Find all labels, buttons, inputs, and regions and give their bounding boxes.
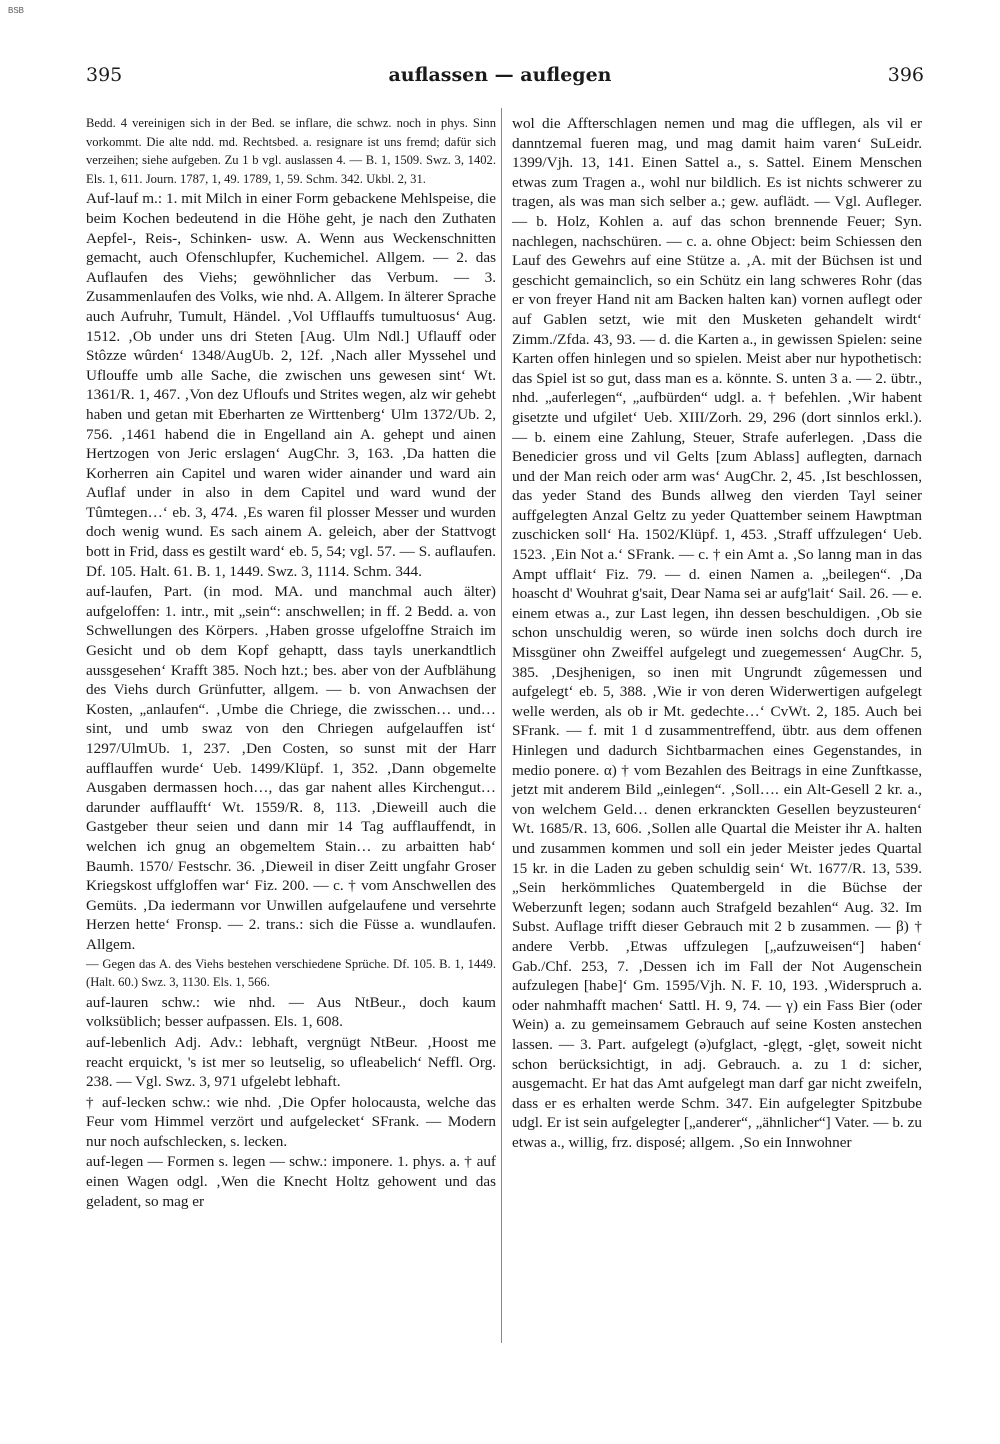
page-number-right: 396: [887, 64, 924, 86]
entry-auflegen-continued: wol die Affterschlagen nemen und mag die ufflegen, als vil er danntzemal fueren mag, und mag damit haim varen‘ SuLeidr. 1399/Vjh. 13, 141. Einen Sattel a., s. Sattel. Einem Menschen etwas zum Tragen a., wohl nur bildlich. Es ist nichts schwerer zu tragen, als was man sich selber a.; gew. auflädt. — Vgl. Aufleger. — b. Holz, Kohlen a. auf das schon brennende Feuer; Syn. nachlegen, nachschüren. — c. a. ohne Object: beim Schiessen den Lauf des Gewehrs auf eine Stütze a. ‚A. mit der Büchsen ist und geschicht gemainclich, so ein Schütz ein lang schweres Rohr (das er von freyer Hand nit am Backen halten kan) vornen auflegt oder auf Gablen setzt, wie mit den Musketen gehandelt wirdt‘ Zimm./Zfda. 43, 93. — d. die Karten a., in gewissen Spielen: seine Karten offen hinlegen und so spielen. Meist aber nur hypothetisch: das Spiel ist so gut, dass man es a. könnte. S. unten 3 a. — 2. übtr., nhd. „auferlegen“, „aufbürden“ udgl. a. † befehlen. ‚Wir habent gisetzte und ufgilet‘ Ueb. XIII/Zorh. 29, 296 (dort sinnlos erkl.). — b. einem eine Zahlung, Steuer, Strafe auferlegen. ‚Dass die Benedicier gross und vil Gelts [zum Ablass] auflegten, darnach und der Man reich oder arm was‘ AugChr. 2, 45. ‚Ist beschlossen, das yeder Stand des Bunds allweg den vierden Tayl seiner auffgelegten Anzal Geltz zu yeder Quattember seinem Hawptman zuschicken soll‘ Ha. 1502/Klüpf. 1, 453. ‚Straff uffzulegen‘ Ueb. 1523. ‚Ein Not a.‘ SFrank. — c. † ein Amt a. ‚So lanng man in das Ampt ufflait‘ Fiz. 79. — d. einen Namen a. „beilegen“. ‚Da hoascht d' Wouhrat g'sait, Dear Nama sei ar aufg'lait‘ Sail. 26. — e. einem etwas a., zur Last legen, ihn dessen beschuldigen. ‚Ob sie schon unschuldig weren, so würde inen solchs doch durch ire Missgüner ohn Zweiffel aufgelegt und zuegemessen‘ AugChr. 5, 385. ‚Desjhenigen, so inen mit Ungrundt zûgemessen und aufgelegt‘ eb. 5, 388. ‚Wie ir von deren Widerwertigen aufgelegt welle werden, als ob ir Mt. gedechte…‘ CvWt. 2, 185. Auch bei SFrank. — f. mit 1 d zusammentreffend, übtr. aus dem offenen Hinlegen und dadurch Sichtbarmachen eines Gegenstandes, in medio ponere. α) † vom Bezahlen des Beitrags in eine Zunftkasse, jetzt mit anderem Bild „einlegen“. ‚Soll…. ein Alt-Gesell 2 kr. a., von welchem Geld… denen erkranckten Gesellen beyzusteuren‘ Wt. 1685/R. 13, 606. ‚Sollen alle Quartal die Meister ihr A. halten und zusammen kommen und soll ein jeder Meister jedes Quartal 15 kr. in die Laden zu geben schuldig sein‘ Wt. 1677/R. 13, 539. „Sein herkömmliches Quatembergeld in die Büchse der Weberzunft legen; sodann auch Strafgeld bezahlen“ Aug. 32. Im Subst. Auflage trifft dieser Gebrauch mit 2 b zusammen. — β) † andere Verbb. ‚Etwas uffzulegen [„aufzuweisen“] haben‘ Gab./Chf. 253, 7. ‚Dessen ich im Fall der Not Augenschein aufzulegen [habe]‘ Gm. 1595/Vjh. N. F. 10, 193. ‚Widerspruch a. oder nahmhafft machen‘ Sattl. H. 9, 74. — γ) ein Fass Bier (oder Wein) a. zu gemeinsamem Gebrauch auf seine Kosten anstechen lassen. — 3. Part. aufgelegt (ə)ufglact, -glęgt, -glęt, soweit nicht schon berücksichtigt, in adj. Gebrauch. a. zu 1 d: sicher, ausgemacht. Er hat das Amt aufgelegt man darf gar nicht zweifeln, dass er es erhalten werde Schm. 347. Ein aufgelegter Spitzbube udgl. Er ist sein aufgelegter [„anderer“, „ähnlicher“] Vater. — b. zu etwas a., willig, frz. disposé; allgem. ‚So ein Innwohner: [512, 115, 922, 1151]
right-column: [512, 114, 922, 1152]
entry-auflauren: auf-lauren schw.: wie nhd. — Aus NtBeur., doch kaum volksüblich; besser aufpassen. Els. 1, 608.: [86, 993, 496, 1031]
page-header: [0, 64, 1000, 94]
entry-auflebenlich: auf-lebenlich Adj. Adv.: lebhaft, vergnügt NtBeur. ‚Hoost me reacht erquickt, 's ist mer so leutselig, so ufleabelich‘ Neffl. Org. 238. — Vgl. Swz. 3, 971 ufgelebt lebhaft.: [86, 1033, 496, 1091]
entry-auflauf: Auf-lauf m.: 1. mit Milch in einer Form gebackene Mehlspeise, die beim Kochen bedeutend in die Höhe geht, je nach den Zuthaten Aepfel-, Reis-, Schinken- usw. A. Wenn aus Weckenschnitten gemacht, auch Ofenschlupfer, Kuchemichel. Allgem. — 2. das Auflaufen des Viehs; gewöhnlicher das Verbum. — 3. Zusammenlaufen des Volks, wie nhd. A. Allgem. In älterer Sprache auch Aufruhr, Tumult, Händel. ‚Vol Ufflauffs tumultuosus‘ Aug. 1512. ‚Ob under uns dri Steten [Aug. Ulm Ndl.] Uflauff oder Stôzze wûrden‘ 1348/AugUb. 2, 12f. ‚Nach aller Myssehel und Uflouffe umb alle Sache, die zwischen uns gewesen sint‘ Wt. 1361/R. 1, 467. ‚Von dez Ufloufs und Strites wegen, alz wir gehebt haben und getan mit Eberharten ze Wirttenberg‘ Ulm 1372/Ub. 2, 756. ‚1461 habend die in Engelland ain A. gehept und ainen Hertzogen von Jeric erslagen‘ AugChr. 3, 163. ‚Da hatten die Korherren ain Capitel und waren wider ainander und ward ain Auflaf under in also in dem Capitel und ward wund der Tûmtegen…‘ eb. 3, 474. ‚Es waren fil plosser Messer und wurden doch wenig wund. Es sach ainem A. geleich, aber der Stattvogt bott in Frid, dass es gestilt ward‘ eb. 5, 54; vgl. 57. — S. auflaufen. Df. 105. Halt. 61. B. 1, 1449. Swz. 3, 1114. Schm. 344.: [86, 190, 496, 580]
watermark: BSB: [8, 6, 25, 15]
left-column: [86, 114, 496, 1211]
entry-auflecken: † auf-lecken schw.: wie nhd. ‚Die Opfer holocausta, welche das Feur vom Himmel verzört und aufgelecket‘ SFrank. — Modern nur noch aufschlecken, s. lecken.: [86, 1093, 496, 1150]
entry-auflaufen: auf-laufen, Part. (in mod. MA. und manchmal auch älter) aufgeloffen: 1. intr., mit „sein“: anschwellen; in ff. 2 Bedd. a. von Schwellungen des Körpers. ‚Haben grosse ufgeloffne Straich im Gesicht und ob dem Kopf gehaptt, dass tayls unerkandtlich aussgesehen‘ Krafft 385. Noch hzt.; bes. aber von der Aufblähung des Viehs durch Grünfutter, allgem. — b. von Anwachsen der Kosten, „anlaufen“. ‚Umbe die Chriege, die zwisschen… und… sint, und umb swaz von den Chriegen aufgelauffen ist‘ 1297/UlmUb. 1, 237. ‚Den Costen, so sunst mit der Harr aufflauffen wurde‘ Ueb. 1499/Klüpf. 1, 352. ‚Dann obgemelte Ausgaben dermassen hoch…, das gar nahent alles Kirchengut… darunder aufflaufft‘ Wt. 1559/R. 8, 113. ‚Dieweill auch die Gastgeber theur seien und dann mir 14 Tag aufflauffendt, in welchen ich gnug an obgemeltem Stain… zu arbaitten hab‘ Baumh. 1570/ Festschr. 36. ‚Dieweil in diser Zeitt ungfahr Groser Kriegskost uffgloffen war‘ Fiz. 200. — c. † vom Anschwellen des Gemüts. ‚Da iedermann vor Unwillen aufgelaufene und versehrte Herzen hette‘ Fronsp. — 2. trans.: sich die Füsse a. wundlaufen. Allgem.: [86, 583, 496, 953]
entry-auflaufen-note: — Gegen das A. des Viehs bestehen verschiedene Sprüche. Df. 105. B. 1, 1449. (Halt. 60.) Swz. 3, 1130. Els. 1, 566.: [86, 956, 496, 990]
entry-auflegen: auf-legen — Formen s. legen — schw.: imponere. 1. phys. a. † auf einen Wagen odgl. ‚Wen die Knecht Holtz gehowent und das geladent, so mag er: [86, 1153, 496, 1210]
column-divider: [501, 108, 502, 1343]
running-head: auflassen — auflegen: [388, 64, 612, 86]
entry-continuation: Bedd. 4 vereinigen sich in der Bed. se inflare, die schwz. noch in phys. Sinn vorkommt. Die alte ndd. md. Rechtsbed. a. resignare ist uns fremd; dafür sich verzeihen; siehe aufgeben. Zu 1 b vgl. auslassen 4. — B. 1, 1509. Swz. 3, 1402. Els. 1, 611. Journ. 1787, 1, 49. 1789, 1, 59. Schm. 342. Ukbl. 2, 31.: [86, 116, 496, 186]
page-number-left: 395: [86, 64, 123, 86]
